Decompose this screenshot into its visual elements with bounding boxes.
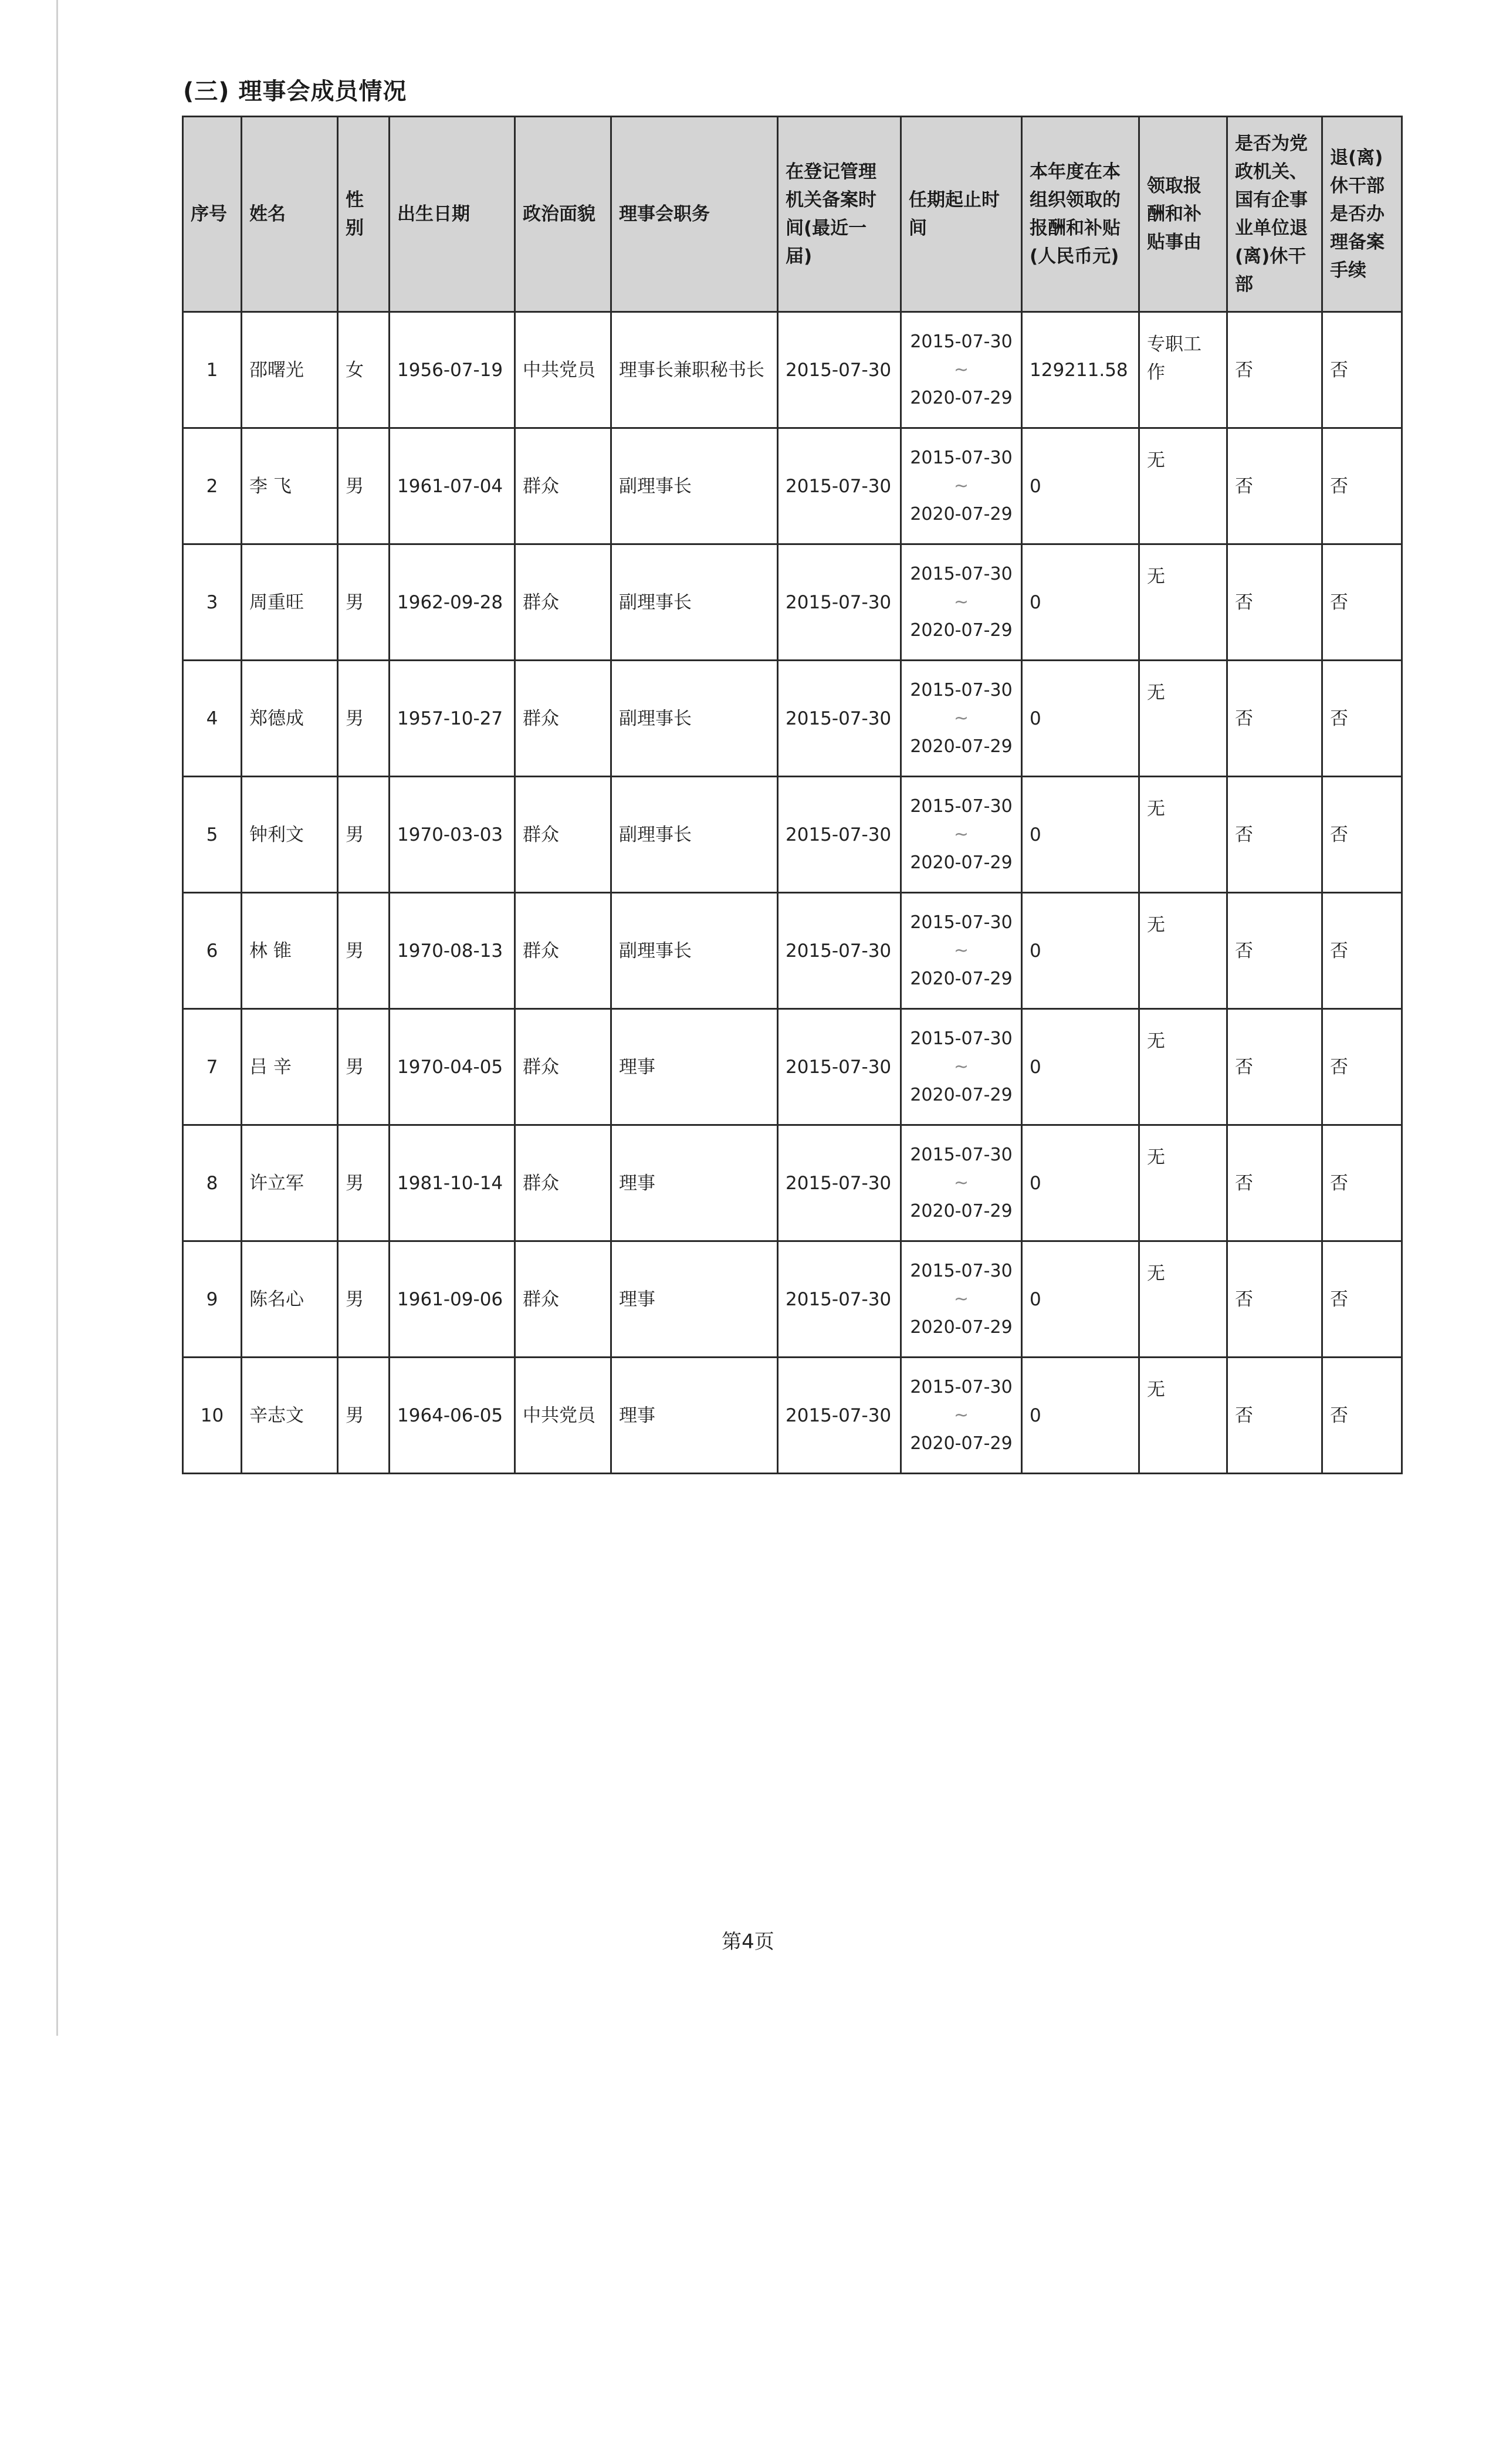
cell-pay: 0	[1022, 893, 1139, 1009]
cell-gender: 男	[338, 1009, 390, 1125]
table-row	[183, 1125, 1402, 1241]
cell-term	[901, 312, 1022, 428]
cell-term	[901, 1358, 1022, 1474]
cell-name: 钟利文	[242, 777, 338, 893]
cell-term	[901, 1009, 1022, 1125]
header-cell-filing-date: 在登记管理机关备案时间(最近一届)	[778, 117, 901, 312]
term-start: 2015-07-30	[910, 1144, 1013, 1165]
cell-filing-date: 2015-07-30	[778, 1358, 901, 1474]
cell-pay-reason: 无	[1139, 893, 1227, 1009]
table-row	[183, 1241, 1402, 1358]
table-row	[183, 777, 1402, 893]
term-end: 2020-07-29	[910, 1200, 1013, 1221]
cell-filing-date: 2015-07-30	[778, 1125, 901, 1241]
term-separator: ~	[953, 708, 969, 729]
cell-birth: 1957-10-27	[390, 661, 515, 777]
cell-filed: 否	[1322, 312, 1402, 428]
cell-political: 群众	[515, 428, 611, 544]
cell-no: 4	[183, 661, 242, 777]
table-row	[183, 1009, 1402, 1125]
cell-position: 副理事长	[611, 661, 778, 777]
header-cell-term: 任期起止时间	[901, 117, 1022, 312]
header-cell-pay-reason: 领取报酬和补贴事由	[1139, 117, 1227, 312]
cell-filed: 否	[1322, 1125, 1402, 1241]
page-number: 第4页	[722, 1930, 774, 1954]
cell-retired: 否	[1227, 1241, 1322, 1358]
cell-pay: 129211.58	[1022, 312, 1139, 428]
term-end: 2020-07-29	[910, 620, 1013, 641]
term-end: 2020-07-29	[910, 503, 1013, 524]
cell-filed: 否	[1322, 777, 1402, 893]
cell-filing-date: 2015-07-30	[778, 312, 901, 428]
term-end: 2020-07-29	[910, 387, 1013, 408]
cell-birth: 1962-09-28	[390, 544, 515, 661]
cell-no: 8	[183, 1125, 242, 1241]
cell-retired: 否	[1227, 893, 1322, 1009]
term-start: 2015-07-30	[910, 1028, 1013, 1049]
cell-name: 郑德成	[242, 661, 338, 777]
cell-position: 理事	[611, 1009, 778, 1125]
cell-no: 5	[183, 777, 242, 893]
term-separator: ~	[953, 475, 969, 496]
cell-term	[901, 1241, 1022, 1358]
header-cell-filed: 退(离)休干部是否办理备案手续	[1322, 117, 1402, 312]
cell-pay-reason: 专职工作	[1139, 312, 1227, 428]
cell-birth: 1961-07-04	[390, 428, 515, 544]
term-end: 2020-07-29	[910, 1316, 1013, 1338]
cell-gender: 女	[338, 312, 390, 428]
cell-name: 许立军	[242, 1125, 338, 1241]
cell-pay-reason: 无	[1139, 428, 1227, 544]
cell-term	[901, 893, 1022, 1009]
table-body	[183, 312, 1402, 1474]
cell-pay-reason: 无	[1139, 777, 1227, 893]
cell-term	[901, 661, 1022, 777]
header-cell-name: 姓名	[242, 117, 338, 312]
cell-birth: 1970-03-03	[390, 777, 515, 893]
cell-pay: 0	[1022, 1358, 1139, 1474]
cell-filed: 否	[1322, 661, 1402, 777]
cell-retired: 否	[1227, 1125, 1322, 1241]
cell-gender: 男	[338, 1358, 390, 1474]
cell-position: 副理事长	[611, 544, 778, 661]
header-cell-position: 理事会职务	[611, 117, 778, 312]
cell-retired: 否	[1227, 661, 1322, 777]
cell-filed: 否	[1322, 893, 1402, 1009]
cell-political: 群众	[515, 661, 611, 777]
cell-pay: 0	[1022, 1125, 1139, 1241]
table-header-row	[183, 117, 1402, 312]
cell-term	[901, 428, 1022, 544]
cell-position: 理事	[611, 1125, 778, 1241]
cell-no: 10	[183, 1358, 242, 1474]
cell-term	[901, 777, 1022, 893]
header-cell-retired: 是否为党政机关、国有企事业单位退(离)休干部	[1227, 117, 1322, 312]
cell-political: 群众	[515, 544, 611, 661]
cell-gender: 男	[338, 893, 390, 1009]
cell-political: 群众	[515, 1125, 611, 1241]
cell-filed: 否	[1322, 1241, 1402, 1358]
cell-pay-reason: 无	[1139, 661, 1227, 777]
cell-no: 2	[183, 428, 242, 544]
term-separator: ~	[953, 1172, 969, 1193]
cell-pay: 0	[1022, 428, 1139, 544]
term-separator: ~	[953, 1404, 969, 1426]
cell-pay-reason: 无	[1139, 1009, 1227, 1125]
term-end: 2020-07-29	[910, 968, 1013, 989]
term-end: 2020-07-29	[910, 736, 1013, 757]
term-start: 2015-07-30	[910, 331, 1013, 352]
cell-no: 1	[183, 312, 242, 428]
cell-filed: 否	[1322, 428, 1402, 544]
cell-pay-reason: 无	[1139, 544, 1227, 661]
cell-pay: 0	[1022, 777, 1139, 893]
cell-birth: 1956-07-19	[390, 312, 515, 428]
header-cell-political: 政治面貌	[515, 117, 611, 312]
cell-retired: 否	[1227, 1009, 1322, 1125]
cell-pay-reason: 无	[1139, 1241, 1227, 1358]
cell-name: 林 锥	[242, 893, 338, 1009]
cell-name: 吕 辛	[242, 1009, 338, 1125]
cell-filing-date: 2015-07-30	[778, 661, 901, 777]
term-separator: ~	[953, 359, 969, 380]
cell-gender: 男	[338, 428, 390, 544]
cell-filing-date: 2015-07-30	[778, 1241, 901, 1358]
table-row	[183, 661, 1402, 777]
term-start: 2015-07-30	[910, 1376, 1013, 1397]
cell-filing-date: 2015-07-30	[778, 777, 901, 893]
cell-name: 辛志文	[242, 1358, 338, 1474]
cell-no: 7	[183, 1009, 242, 1125]
cell-position: 理事	[611, 1241, 778, 1358]
term-start: 2015-07-30	[910, 912, 1013, 933]
header-cell-no: 序号	[183, 117, 242, 312]
cell-filing-date: 2015-07-30	[778, 1009, 901, 1125]
cell-term	[901, 544, 1022, 661]
cell-name: 邵曙光	[242, 312, 338, 428]
cell-political: 群众	[515, 1009, 611, 1125]
scan-edge-line	[56, 0, 58, 2036]
cell-position: 理事长兼职秘书长	[611, 312, 778, 428]
term-separator: ~	[953, 1288, 969, 1309]
term-separator: ~	[953, 824, 969, 845]
cell-pay: 0	[1022, 1241, 1139, 1358]
cell-term	[901, 1125, 1022, 1241]
term-separator: ~	[953, 1056, 969, 1077]
cell-pay-reason: 无	[1139, 1358, 1227, 1474]
cell-birth: 1970-08-13	[390, 893, 515, 1009]
cell-retired: 否	[1227, 1358, 1322, 1474]
cell-gender: 男	[338, 661, 390, 777]
header-cell-pay: 本年度在本组织领取的报酬和补贴(人民币元)	[1022, 117, 1139, 312]
cell-no: 9	[183, 1241, 242, 1358]
cell-no: 3	[183, 544, 242, 661]
table-row	[183, 428, 1402, 544]
cell-position: 副理事长	[611, 428, 778, 544]
cell-gender: 男	[338, 777, 390, 893]
term-start: 2015-07-30	[910, 679, 1013, 700]
cell-position: 副理事长	[611, 893, 778, 1009]
cell-filing-date: 2015-07-30	[778, 428, 901, 544]
cell-filed: 否	[1322, 1009, 1402, 1125]
cell-pay-reason: 无	[1139, 1125, 1227, 1241]
table-row	[183, 893, 1402, 1009]
section-title: (三) 理事会成员情况	[183, 78, 407, 105]
cell-retired: 否	[1227, 777, 1322, 893]
term-end: 2020-07-29	[910, 1433, 1013, 1454]
cell-gender: 男	[338, 544, 390, 661]
term-start: 2015-07-30	[910, 1260, 1013, 1281]
cell-retired: 否	[1227, 428, 1322, 544]
cell-political: 中共党员	[515, 312, 611, 428]
cell-filed: 否	[1322, 1358, 1402, 1474]
term-start: 2015-07-30	[910, 796, 1013, 817]
term-start: 2015-07-30	[910, 563, 1013, 584]
cell-pay: 0	[1022, 661, 1139, 777]
cell-retired: 否	[1227, 544, 1322, 661]
table-row	[183, 544, 1402, 661]
cell-birth: 1961-09-06	[390, 1241, 515, 1358]
header-cell-gender: 性别	[338, 117, 390, 312]
cell-name: 陈名心	[242, 1241, 338, 1358]
cell-filing-date: 2015-07-30	[778, 893, 901, 1009]
cell-gender: 男	[338, 1125, 390, 1241]
cell-position: 理事	[611, 1358, 778, 1474]
term-separator: ~	[953, 940, 969, 961]
term-end: 2020-07-29	[910, 852, 1013, 873]
board-members-table	[182, 116, 1403, 1474]
cell-pay: 0	[1022, 1009, 1139, 1125]
cell-position: 副理事长	[611, 777, 778, 893]
cell-birth: 1981-10-14	[390, 1125, 515, 1241]
cell-name: 周重旺	[242, 544, 338, 661]
table-row	[183, 312, 1402, 428]
cell-filing-date: 2015-07-30	[778, 544, 901, 661]
cell-no: 6	[183, 893, 242, 1009]
cell-birth: 1964-06-05	[390, 1358, 515, 1474]
cell-name: 李 飞	[242, 428, 338, 544]
cell-retired: 否	[1227, 312, 1322, 428]
table-row	[183, 1358, 1402, 1474]
cell-gender: 男	[338, 1241, 390, 1358]
cell-pay: 0	[1022, 544, 1139, 661]
cell-political: 群众	[515, 1241, 611, 1358]
cell-political: 中共党员	[515, 1358, 611, 1474]
cell-birth: 1970-04-05	[390, 1009, 515, 1125]
cell-political: 群众	[515, 893, 611, 1009]
term-separator: ~	[953, 591, 969, 612]
term-start: 2015-07-30	[910, 447, 1013, 468]
cell-filed: 否	[1322, 544, 1402, 661]
cell-political: 群众	[515, 777, 611, 893]
term-end: 2020-07-29	[910, 1084, 1013, 1105]
header-cell-birth: 出生日期	[390, 117, 515, 312]
